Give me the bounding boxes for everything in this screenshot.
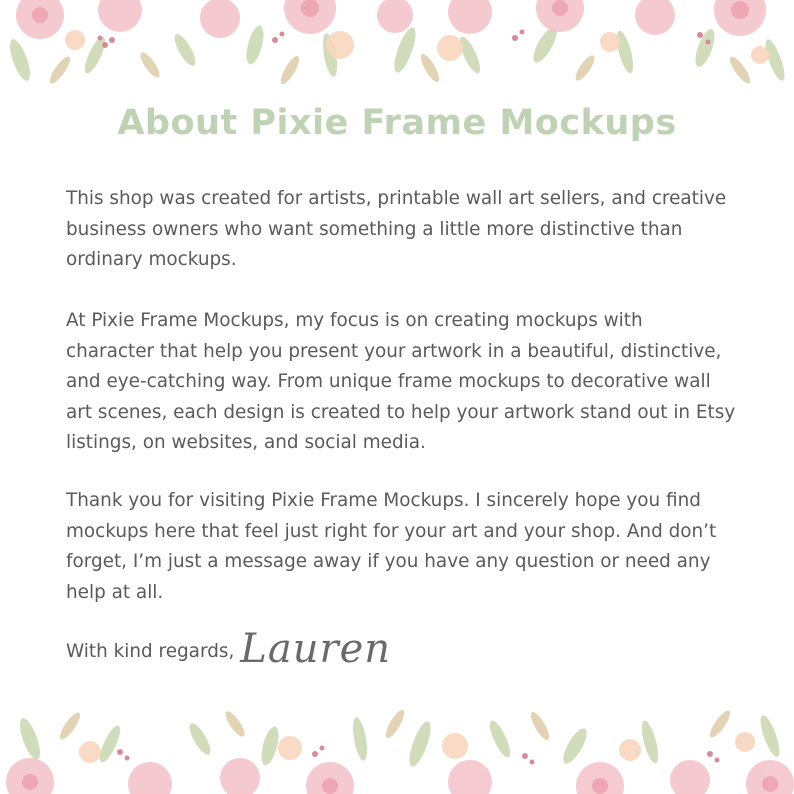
signature: Lauren <box>240 626 392 672</box>
closing-text: With kind regards, <box>66 640 235 662</box>
floral-border-top <box>0 0 794 110</box>
intro-paragraph: This shop was created for artists, printable wall art sellers, and creative business owners who want something a little more distinctive than ordinary mockups. <box>66 188 727 270</box>
floral-border-bottom <box>0 684 794 794</box>
floral-garland-top <box>6 0 788 86</box>
focus-paragraph: At Pixie Frame Mockups, my focus is on creating mockups with character that help you present your artwork in a beautiful, distinctive, and eye-catching way. From unique frame mockups to decorative wall art scenes, each design is created to help your artwork stand out in Etsy listings, on websites, and social media. <box>66 310 736 453</box>
page-title: About Pixie Frame Mockups <box>117 103 677 143</box>
closing-line <box>66 626 392 672</box>
thank-you-paragraph: Thank you for visiting Pixie Frame Mockups. I sincerely hope you find mockups here that feel just right for your art and your shop. And don’t forget, I’m just a message away if you have any question or need any help at all. <box>66 490 717 603</box>
floral-garland-bottom <box>6 708 794 794</box>
